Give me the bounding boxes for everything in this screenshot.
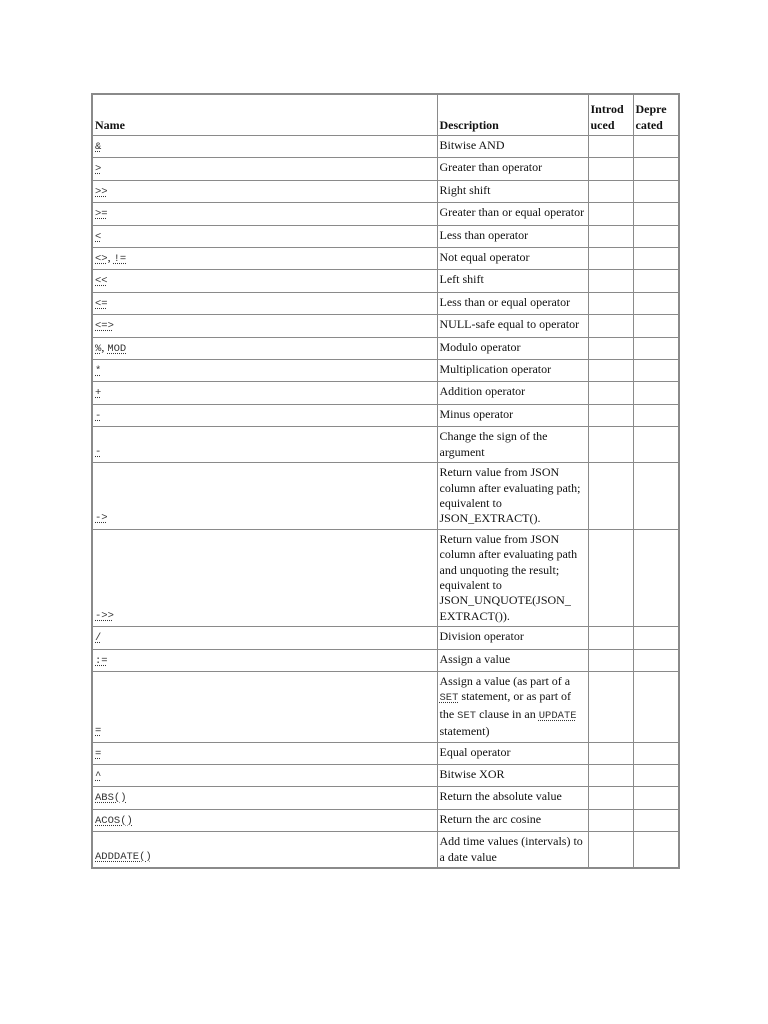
table-row xyxy=(92,360,679,382)
deprecated-cell xyxy=(633,225,679,247)
operator-link[interactable]: <= xyxy=(95,297,108,310)
introduced-cell xyxy=(588,742,633,764)
operator-name-cell xyxy=(92,248,437,270)
deprecated-cell xyxy=(633,742,679,764)
operator-link[interactable]: & xyxy=(95,141,102,153)
table-row xyxy=(92,158,679,180)
operator-description-cell: Division operator xyxy=(437,627,588,649)
operator-name-cell xyxy=(92,337,437,359)
table-row xyxy=(92,337,679,359)
introduced-cell xyxy=(588,627,633,649)
table-row xyxy=(92,765,679,787)
deprecated-cell xyxy=(633,136,679,158)
table-row xyxy=(92,180,679,202)
operator-link[interactable]: << xyxy=(95,275,108,288)
deprecated-cell xyxy=(633,787,679,809)
operator-description-cell: Bitwise AND xyxy=(437,136,588,158)
operator-link[interactable]: < xyxy=(95,230,102,243)
inline-code: SET xyxy=(457,709,477,722)
introduced-cell xyxy=(588,337,633,359)
table-row xyxy=(92,136,679,158)
operator-description-cell: Change the sign of the argument xyxy=(437,427,588,463)
table-row xyxy=(92,248,679,270)
operator-description-cell: Left shift xyxy=(437,270,588,292)
description-text: statement, or as part of the xyxy=(439,689,572,721)
description-text: Assign a value (as part of a xyxy=(439,673,571,688)
introduced-cell xyxy=(588,765,633,787)
deprecated-cell xyxy=(633,180,679,202)
table-row xyxy=(92,270,679,292)
table-row xyxy=(92,382,679,404)
operator-link[interactable]: ADDDATE() xyxy=(95,850,152,863)
table-row xyxy=(92,292,679,314)
operator-link[interactable]: ACOS() xyxy=(95,814,133,827)
table-header-row xyxy=(92,94,679,136)
operator-description-cell: Return value from JSON column after evaluating path and unquoting the result; equivalent to JSON_UNQUOTE(JSON_ EXTRACT()). xyxy=(437,529,588,626)
introduced-cell xyxy=(588,225,633,247)
operator-link[interactable]: % xyxy=(95,342,102,355)
operator-name-cell xyxy=(92,809,437,831)
introduced-cell xyxy=(588,360,633,382)
operator-link[interactable]: MOD xyxy=(107,342,127,355)
operator-link[interactable]: * xyxy=(95,365,102,378)
table-row xyxy=(92,671,679,742)
operator-link[interactable]: = xyxy=(95,747,102,760)
operator-description-cell: Modulo operator xyxy=(437,337,588,359)
introduced-cell xyxy=(588,787,633,809)
header-deprecated: Depre cated xyxy=(633,94,679,136)
table-row xyxy=(92,225,679,247)
operator-name-cell xyxy=(92,832,437,868)
name-separator: , xyxy=(107,250,114,265)
operator-description-cell: Return value from JSON column after evaluating path; equivalent to JSON_EXTRACT(). xyxy=(437,463,588,530)
operator-link[interactable]: != xyxy=(113,253,127,266)
name-separator: , xyxy=(101,339,108,354)
table-row xyxy=(92,203,679,225)
introduced-cell xyxy=(588,292,633,314)
table-row xyxy=(92,742,679,764)
introduced-cell xyxy=(588,158,633,180)
operator-name-cell xyxy=(92,427,437,463)
deprecated-cell xyxy=(633,463,679,530)
operator-link[interactable]: -> xyxy=(95,512,108,525)
introduced-cell xyxy=(588,136,633,158)
deprecated-cell xyxy=(633,315,679,337)
description-text: statement) xyxy=(439,724,490,739)
deprecated-cell xyxy=(633,529,679,626)
operator-description-cell: Minus operator xyxy=(437,404,588,426)
introduced-cell xyxy=(588,649,633,671)
operator-name-cell xyxy=(92,136,437,158)
deprecated-cell xyxy=(633,203,679,225)
table-body xyxy=(92,136,679,869)
deprecated-cell xyxy=(633,427,679,463)
operator-description-cell: Return the arc cosine xyxy=(437,809,588,831)
deprecated-cell xyxy=(633,248,679,270)
operator-name-cell xyxy=(92,292,437,314)
introduced-cell xyxy=(588,404,633,426)
operator-name-cell xyxy=(92,787,437,809)
introduced-cell xyxy=(588,382,633,404)
operator-name-cell xyxy=(92,360,437,382)
operator-description-cell: Not equal operator xyxy=(437,248,588,270)
table-row xyxy=(92,809,679,831)
table-row xyxy=(92,832,679,868)
operator-link[interactable]: := xyxy=(95,654,108,667)
operator-description-cell xyxy=(437,671,588,742)
operator-description-cell: Less than operator xyxy=(437,225,588,247)
operator-name-cell xyxy=(92,158,437,180)
statement-link[interactable]: SET xyxy=(439,692,459,705)
introduced-cell xyxy=(588,248,633,270)
deprecated-cell xyxy=(633,404,679,426)
deprecated-cell xyxy=(633,337,679,359)
operator-link[interactable]: - xyxy=(95,445,102,458)
operator-description-cell: Return the absolute value xyxy=(437,787,588,809)
operator-link[interactable]: <> xyxy=(95,253,108,266)
introduced-cell xyxy=(588,671,633,742)
operator-description-cell: Bitwise XOR xyxy=(437,765,588,787)
introduced-cell xyxy=(588,832,633,868)
deprecated-cell xyxy=(633,765,679,787)
deprecated-cell xyxy=(633,360,679,382)
introduced-cell xyxy=(588,180,633,202)
table-row xyxy=(92,787,679,809)
deprecated-cell xyxy=(633,832,679,868)
deprecated-cell xyxy=(633,270,679,292)
deprecated-cell xyxy=(633,292,679,314)
introduced-cell xyxy=(588,203,633,225)
operator-link[interactable]: >= xyxy=(95,208,108,221)
operator-description-cell: Multiplication operator xyxy=(437,360,588,382)
introduced-cell xyxy=(588,270,633,292)
description-text: clause in an xyxy=(476,706,539,721)
deprecated-cell xyxy=(633,809,679,831)
operator-name-cell xyxy=(92,404,437,426)
operator-name-cell xyxy=(92,649,437,671)
operator-name-cell xyxy=(92,529,437,626)
operator-name-cell xyxy=(92,382,437,404)
statement-link[interactable]: UPDATE xyxy=(538,709,577,722)
operator-link[interactable]: > xyxy=(95,163,102,176)
operator-description-cell: Add time values (intervals) to a date value xyxy=(437,832,588,868)
table-row xyxy=(92,463,679,530)
introduced-cell xyxy=(588,427,633,463)
operator-name-cell xyxy=(92,203,437,225)
operator-description-cell: Greater than operator xyxy=(437,158,588,180)
operator-name-cell xyxy=(92,671,437,742)
operator-description-cell: Equal operator xyxy=(437,742,588,764)
operator-link[interactable]: - xyxy=(95,409,102,422)
operator-link[interactable]: >> xyxy=(95,185,108,198)
deprecated-cell xyxy=(633,649,679,671)
operator-description-cell: Addition operator xyxy=(437,382,588,404)
operator-name-cell xyxy=(92,463,437,530)
table-row xyxy=(92,315,679,337)
header-name: Name xyxy=(92,94,437,136)
operator-link[interactable]: <=> xyxy=(95,320,114,333)
header-introduced: Introd uced xyxy=(588,94,633,136)
deprecated-cell xyxy=(633,382,679,404)
operator-link[interactable]: + xyxy=(95,387,102,400)
operator-link[interactable]: ABS() xyxy=(95,792,127,805)
operator-name-cell xyxy=(92,225,437,247)
deprecated-cell xyxy=(633,671,679,742)
operator-description-cell: NULL-safe equal to operator xyxy=(437,315,588,337)
operator-name-cell xyxy=(92,765,437,787)
deprecated-cell xyxy=(633,158,679,180)
operator-name-cell xyxy=(92,315,437,337)
table-row xyxy=(92,427,679,463)
table-row xyxy=(92,627,679,649)
introduced-cell xyxy=(588,315,633,337)
introduced-cell xyxy=(588,463,633,530)
introduced-cell xyxy=(588,529,633,626)
operator-name-cell xyxy=(92,742,437,764)
introduced-cell xyxy=(588,809,633,831)
operator-description-cell: Right shift xyxy=(437,180,588,202)
operator-name-cell xyxy=(92,627,437,649)
operator-name-cell xyxy=(92,270,437,292)
operator-link[interactable]: ^ xyxy=(95,770,102,782)
table-row xyxy=(92,649,679,671)
operator-link[interactable]: ->> xyxy=(95,609,114,622)
table-row xyxy=(92,404,679,426)
operator-link[interactable]: = xyxy=(95,725,102,738)
table-row xyxy=(92,529,679,626)
operator-link[interactable]: / xyxy=(95,632,102,645)
operator-reference-table xyxy=(91,93,680,869)
header-description: Description xyxy=(437,94,588,136)
deprecated-cell xyxy=(633,627,679,649)
operator-description-cell: Assign a value xyxy=(437,649,588,671)
operator-description-cell: Greater than or equal operator xyxy=(437,203,588,225)
operator-name-cell xyxy=(92,180,437,202)
operator-description-cell: Less than or equal operator xyxy=(437,292,588,314)
